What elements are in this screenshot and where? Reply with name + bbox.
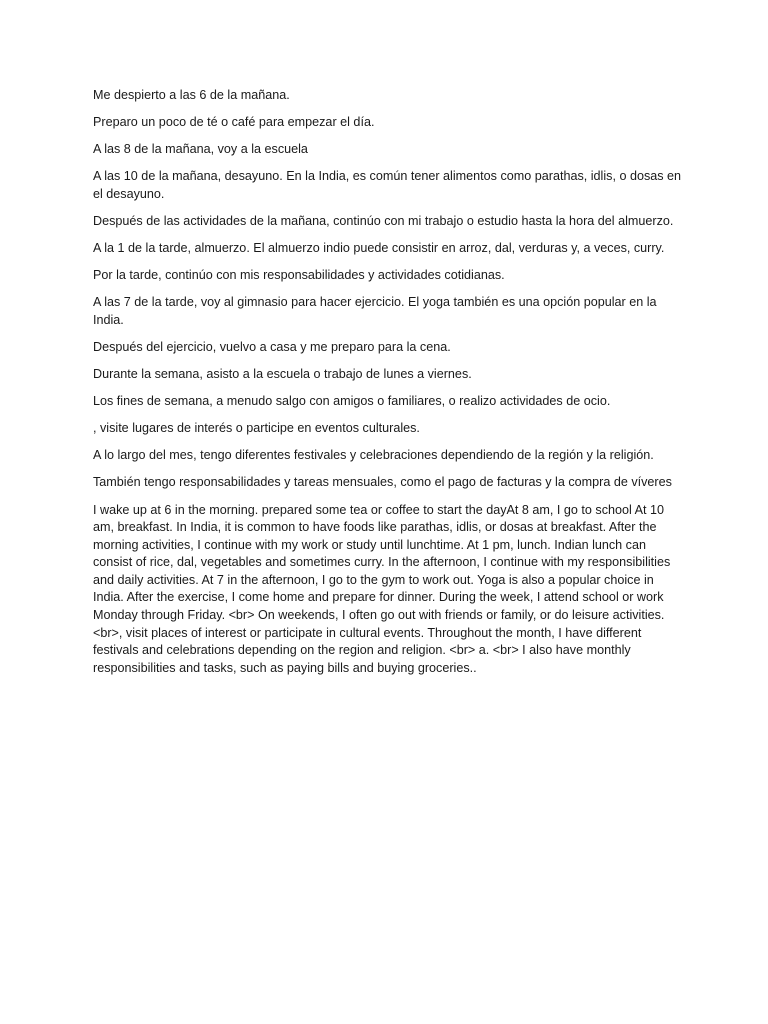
paragraph-english-translation: I wake up at 6 in the morning. prepared some tea or coffee to start the dayAt 8 am, I go to school At 10 am, breakfast. In India, it is common to have foods like parathas, idlis, or dosas at breakfast. After the morning activities, I continue with my work or study until lunchtime. At 1 pm, lunch. Indian lunch can consist of rice, dal, vegetables and sometimes curry. In the afternoon, I continue with my responsibilities and daily activities. At 7 in the afternoon, I go to the gym to work out. Yoga is also a popular choice in India. After the exercise, I come home and prepare for dinner. During the week, I attend school or work Monday through Friday. <br> On weekends, I often go out with friends or family, or do leisure activities. <br>, visit places of interest or participate in cultural events. Throughout the month, I have different festivals and celebrations depending on the region and religion. <br> a. <br> I also have monthly responsibilities and tasks, such as paying bills and buying groceries.. xyxy=(93,502,671,675)
paragraph-weekdays: Durante la semana, asisto a la escuela o trabajo de lunes a viernes. xyxy=(93,367,472,382)
paragraph-tea-coffee: Preparo un poco de té o café para empezar el día. xyxy=(93,115,375,130)
paragraph-visits: , visite lugares de interés o participe en eventos culturales. xyxy=(93,421,420,436)
document-body xyxy=(93,87,683,687)
paragraph-dinner: Después del ejercicio, vuelvo a casa y me preparo para la cena. xyxy=(93,339,451,354)
paragraph-breakfast: A las 10 de la mañana, desayuno. En la India, es común tener alimentos como parathas, idlis, o dosas en el desayuno. xyxy=(93,169,682,201)
paragraph-school: A las 8 de la mañana, voy a la escuela xyxy=(93,142,308,157)
paragraph-lunch: A la 1 de la tarde, almuerzo. El almuerzo indio puede consistir en arroz, dal, verduras y, a veces, curry. xyxy=(93,241,665,256)
paragraph-afternoon: Por la tarde, continúo con mis responsabilidades y actividades cotidianas. xyxy=(93,268,505,283)
paragraph-wake-up: Me despierto a las 6 de la mañana. xyxy=(93,88,290,102)
paragraph-morning-activities: Después de las actividades de la mañana, continúo con mi trabajo o estudio hasta la hora del almuerzo. xyxy=(93,213,674,228)
paragraph-weekends: Los fines de semana, a menudo salgo con amigos o familiares, o realizo actividades de ocio. xyxy=(93,394,611,409)
paragraph-gym: A las 7 de la tarde, voy al gimnasio para hacer ejercicio. El yoga también es una opción popular en la India. xyxy=(93,295,657,327)
paragraph-festivals: A lo largo del mes, tengo diferentes festivales y celebraciones dependiendo de la región y la religión. xyxy=(93,448,654,463)
paragraph-monthly-tasks: También tengo responsabilidades y tareas mensuales, como el pago de facturas y la compra de víveres xyxy=(93,475,672,490)
